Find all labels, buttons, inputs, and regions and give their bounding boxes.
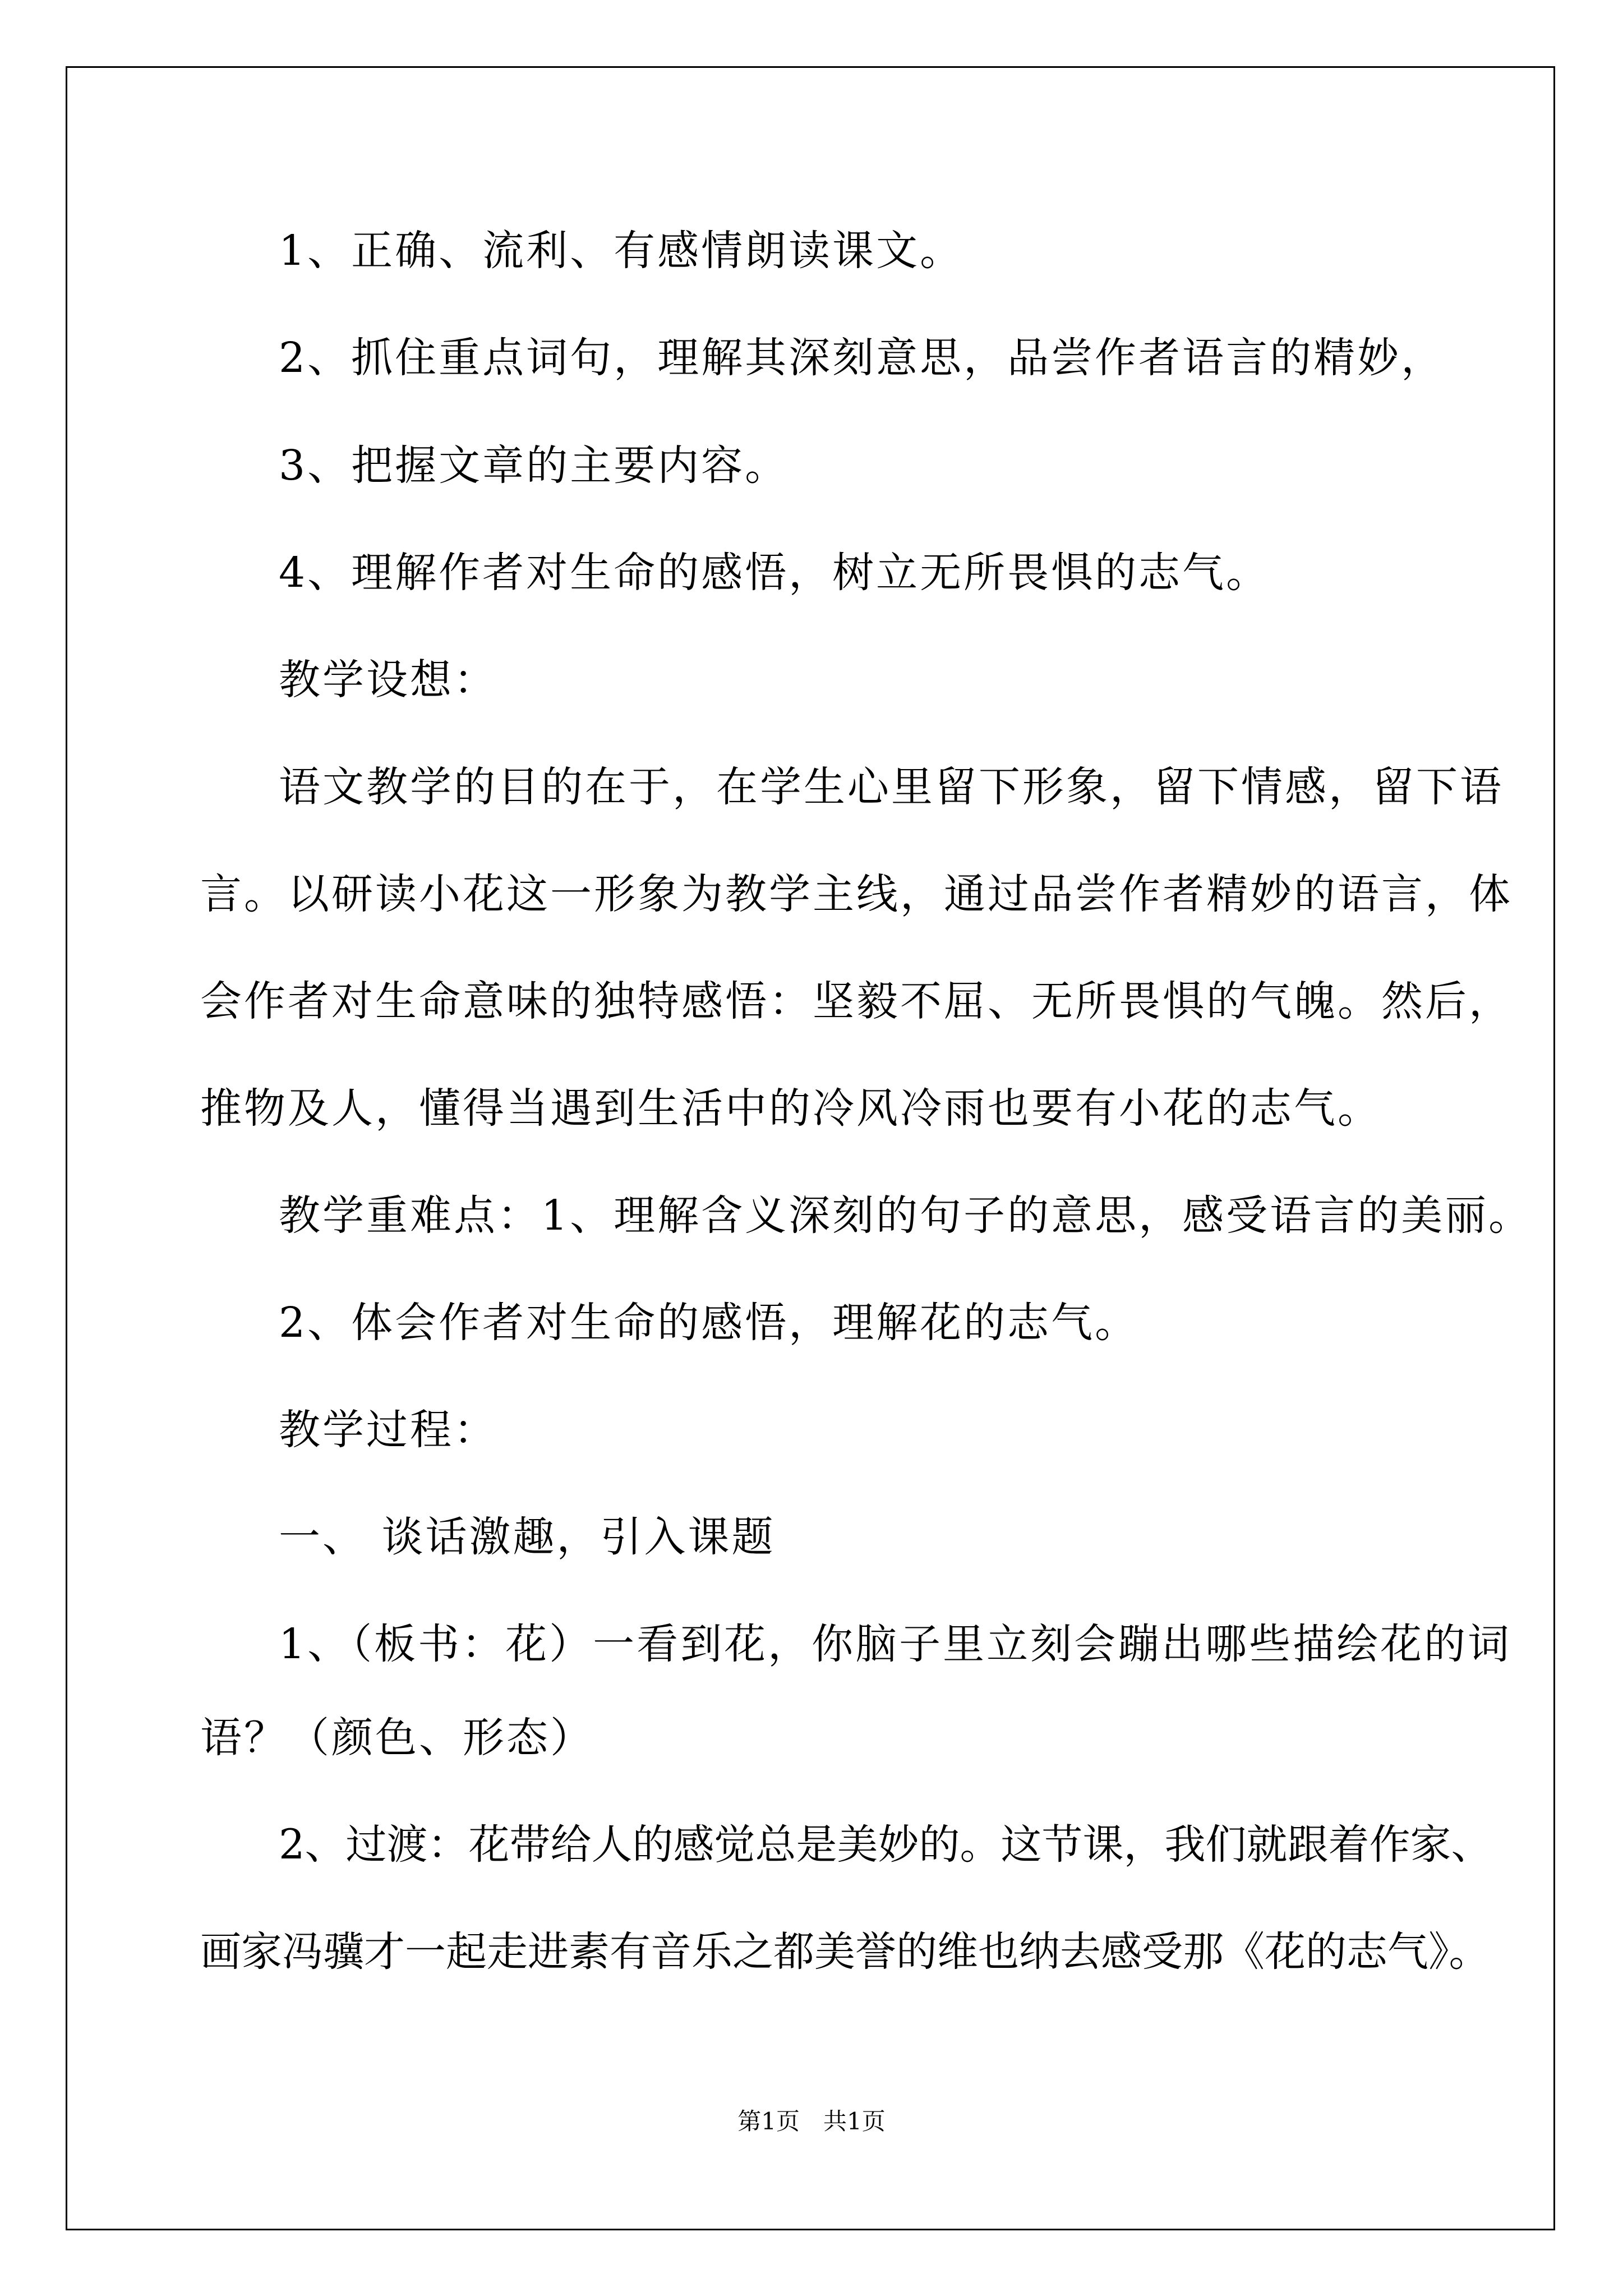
- key-points-line-1: 教学重难点：1、理解含义深刻的句子的意思，感受语言的美丽。: [279, 1191, 1533, 1240]
- key-points-line-2: 2、体会作者对生命的感悟，理解花的志气。: [279, 1299, 1139, 1347]
- page-number-footer: 第1页 共1页: [737, 2108, 886, 2135]
- concept-paragraph-line-2: 言。以研读小花这一形象为教学主线，通过品尝作者精妙的语言，体: [200, 870, 1513, 918]
- concept-paragraph-line-3: 会作者对生命意味的独特感悟：坚毅不屈、无所畏惧的气魄。然后，: [200, 977, 1513, 1025]
- objective-4: 4、理解作者对生命的感悟，树立无所畏惧的志气。: [279, 549, 1270, 597]
- concept-paragraph-line-1: 语文教学的目的在于，在学生心里留下形象，留下情感，留下语: [279, 763, 1504, 811]
- process-step-1-line-1: 1、（板书：花）一看到花，你脑子里立刻会蹦出哪些描绘花的词: [279, 1620, 1512, 1668]
- objective-3: 3、把握文章的主要内容。: [279, 441, 789, 490]
- objective-2: 2、抓住重点词句，理解其深刻意思，品尝作者语言的精妙，: [279, 334, 1445, 382]
- objective-1: 1、正确、流利、有感情朗读课文。: [279, 227, 964, 275]
- heading-teaching-concept: 教学设想：: [279, 656, 497, 704]
- concept-paragraph-line-4: 推物及人，懂得当遇到生活中的冷风冷雨也要有小花的志气。: [200, 1084, 1381, 1133]
- heading-teaching-process: 教学过程：: [279, 1406, 497, 1454]
- page-border: [66, 66, 1555, 2230]
- section-one-heading: 一、 谈话激趣，引入课题: [279, 1513, 776, 1561]
- process-step-2-line-1: 2、过渡：花带给人的感觉总是美妙的。这节课，我们就跟着作家、: [279, 1821, 1492, 1869]
- process-step-2-line-2: 画家冯骥才一起走进素有音乐之都美誉的维也纳去感受那《花的志气》。: [200, 1928, 1490, 1976]
- process-step-1-line-2: 语？（颜色、形态）: [200, 1714, 594, 1762]
